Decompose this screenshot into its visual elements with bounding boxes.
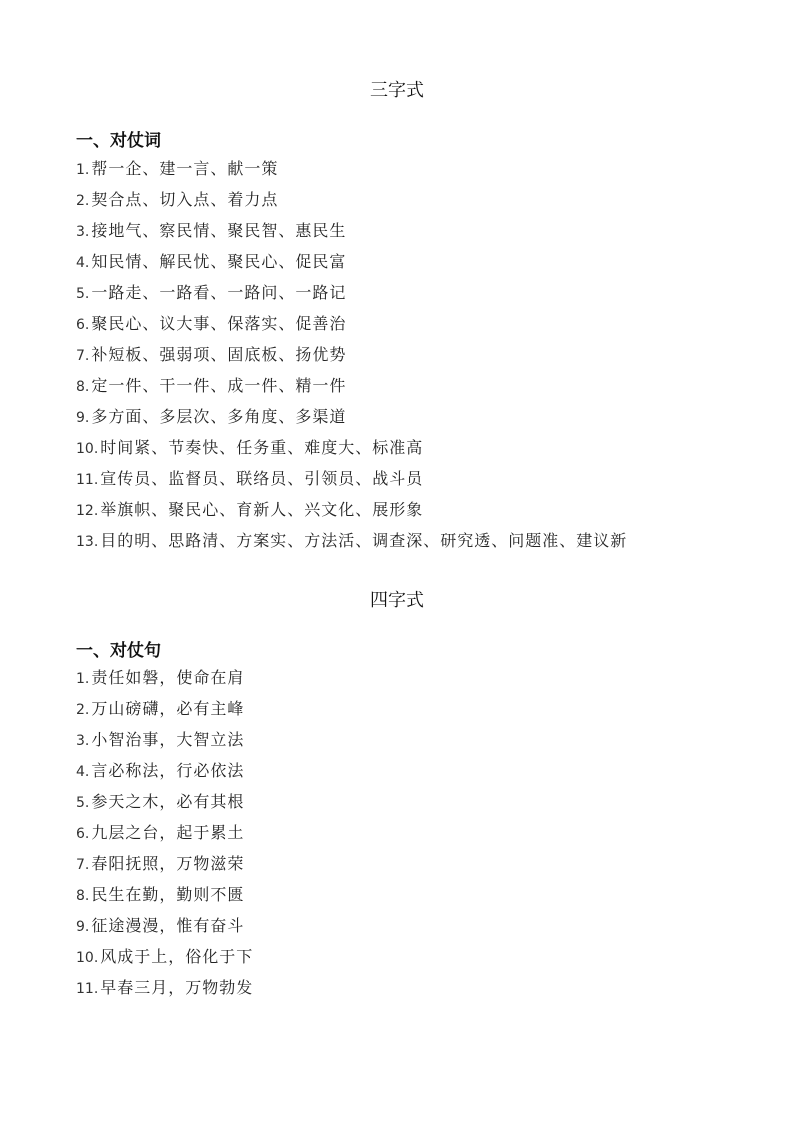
list-item-text: 宣传员、监督员、联络员、引领员、战斗员 bbox=[100, 469, 424, 488]
section-title-four-char: 四字式 bbox=[370, 590, 424, 611]
list-item-number: 3. bbox=[76, 733, 90, 749]
list-item bbox=[76, 463, 627, 494]
section-title-three-char: 三字式 bbox=[370, 80, 424, 101]
list-item-number: 2. bbox=[76, 193, 90, 209]
list-item-text: 知民情、解民忧、聚民心、促民富 bbox=[91, 252, 347, 271]
list-item bbox=[76, 401, 627, 432]
list-item bbox=[76, 879, 253, 910]
parallel-sentences-list bbox=[76, 662, 253, 1003]
list-item bbox=[76, 184, 627, 215]
list-item-text: 举旗帜、聚民心、育新人、兴文化、展形象 bbox=[100, 500, 424, 519]
list-item bbox=[76, 525, 627, 556]
list-item bbox=[76, 693, 253, 724]
list-item-text: 九层之台，起于累土 bbox=[91, 823, 245, 842]
list-item bbox=[76, 724, 253, 755]
list-item bbox=[76, 910, 253, 941]
list-item-text: 目的明、思路清、方案实、方法活、调查深、研究透、问题准、建议新 bbox=[100, 531, 628, 550]
list-item-text: 小智治事，大智立法 bbox=[91, 730, 245, 749]
list-item bbox=[76, 339, 627, 370]
list-item-text: 言必称法，行必依法 bbox=[91, 761, 245, 780]
list-item-number: 6. bbox=[76, 317, 90, 333]
list-item-number: 4. bbox=[76, 764, 90, 780]
list-item-number: 5. bbox=[76, 286, 90, 302]
list-item bbox=[76, 308, 627, 339]
list-item-number: 7. bbox=[76, 857, 90, 873]
list-item-text: 万山磅礴，必有主峰 bbox=[91, 699, 245, 718]
list-item bbox=[76, 817, 253, 848]
list-item-text: 春阳抚照，万物滋荣 bbox=[91, 854, 245, 873]
list-item-text: 早春三月，万物勃发 bbox=[100, 978, 254, 997]
parallel-words-list bbox=[76, 153, 627, 556]
list-item-number: 11. bbox=[76, 472, 99, 488]
list-item-text: 补短板、强弱项、固底板、扬优势 bbox=[91, 345, 347, 364]
list-item-text: 契合点、切入点、着力点 bbox=[91, 190, 279, 209]
list-item-text: 一路走、一路看、一路问、一路记 bbox=[91, 283, 347, 302]
list-item bbox=[76, 153, 627, 184]
list-item-number: 2. bbox=[76, 702, 90, 718]
list-item-text: 责任如磐，使命在肩 bbox=[91, 668, 245, 687]
section-heading-parallel-sentences: 一、对仗句 bbox=[76, 641, 161, 661]
list-item bbox=[76, 370, 627, 401]
list-item bbox=[76, 494, 627, 525]
list-item-text: 定一件、干一件、成一件、精一件 bbox=[91, 376, 347, 395]
list-item-text: 多方面、多层次、多角度、多渠道 bbox=[91, 407, 347, 426]
list-item bbox=[76, 215, 627, 246]
list-item bbox=[76, 848, 253, 879]
list-item-number: 8. bbox=[76, 888, 90, 904]
list-item-number: 6. bbox=[76, 826, 90, 842]
list-item-text: 风成于上，俗化于下 bbox=[100, 947, 254, 966]
list-item bbox=[76, 277, 627, 308]
list-item bbox=[76, 786, 253, 817]
list-item bbox=[76, 246, 627, 277]
list-item-number: 1. bbox=[76, 671, 90, 687]
list-item-text: 聚民心、议大事、保落实、促善治 bbox=[91, 314, 347, 333]
list-item-number: 4. bbox=[76, 255, 90, 271]
list-item-number: 1. bbox=[76, 162, 90, 178]
list-item-number: 10. bbox=[76, 950, 99, 966]
list-item-text: 民生在勤，勤则不匮 bbox=[91, 885, 245, 904]
list-item-number: 8. bbox=[76, 379, 90, 395]
list-item-text: 征途漫漫，惟有奋斗 bbox=[91, 916, 245, 935]
list-item-number: 9. bbox=[76, 919, 90, 935]
list-item-text: 接地气、察民情、聚民智、惠民生 bbox=[91, 221, 347, 240]
list-item-number: 5. bbox=[76, 795, 90, 811]
list-item-text: 参天之木，必有其根 bbox=[91, 792, 245, 811]
list-item-number: 10. bbox=[76, 441, 99, 457]
list-item-number: 11. bbox=[76, 981, 99, 997]
list-item bbox=[76, 941, 253, 972]
list-item-text: 时间紧、节奏快、任务重、难度大、标准高 bbox=[100, 438, 424, 457]
list-item-number: 12. bbox=[76, 503, 99, 519]
list-item-text: 帮一企、建一言、献一策 bbox=[91, 159, 279, 178]
section-heading-parallel-words: 一、对仗词 bbox=[76, 131, 161, 151]
list-item-number: 9. bbox=[76, 410, 90, 426]
list-item bbox=[76, 662, 253, 693]
list-item-number: 3. bbox=[76, 224, 90, 240]
list-item bbox=[76, 972, 253, 1003]
list-item-number: 7. bbox=[76, 348, 90, 364]
list-item bbox=[76, 755, 253, 786]
list-item bbox=[76, 432, 627, 463]
list-item-number: 13. bbox=[76, 534, 99, 550]
